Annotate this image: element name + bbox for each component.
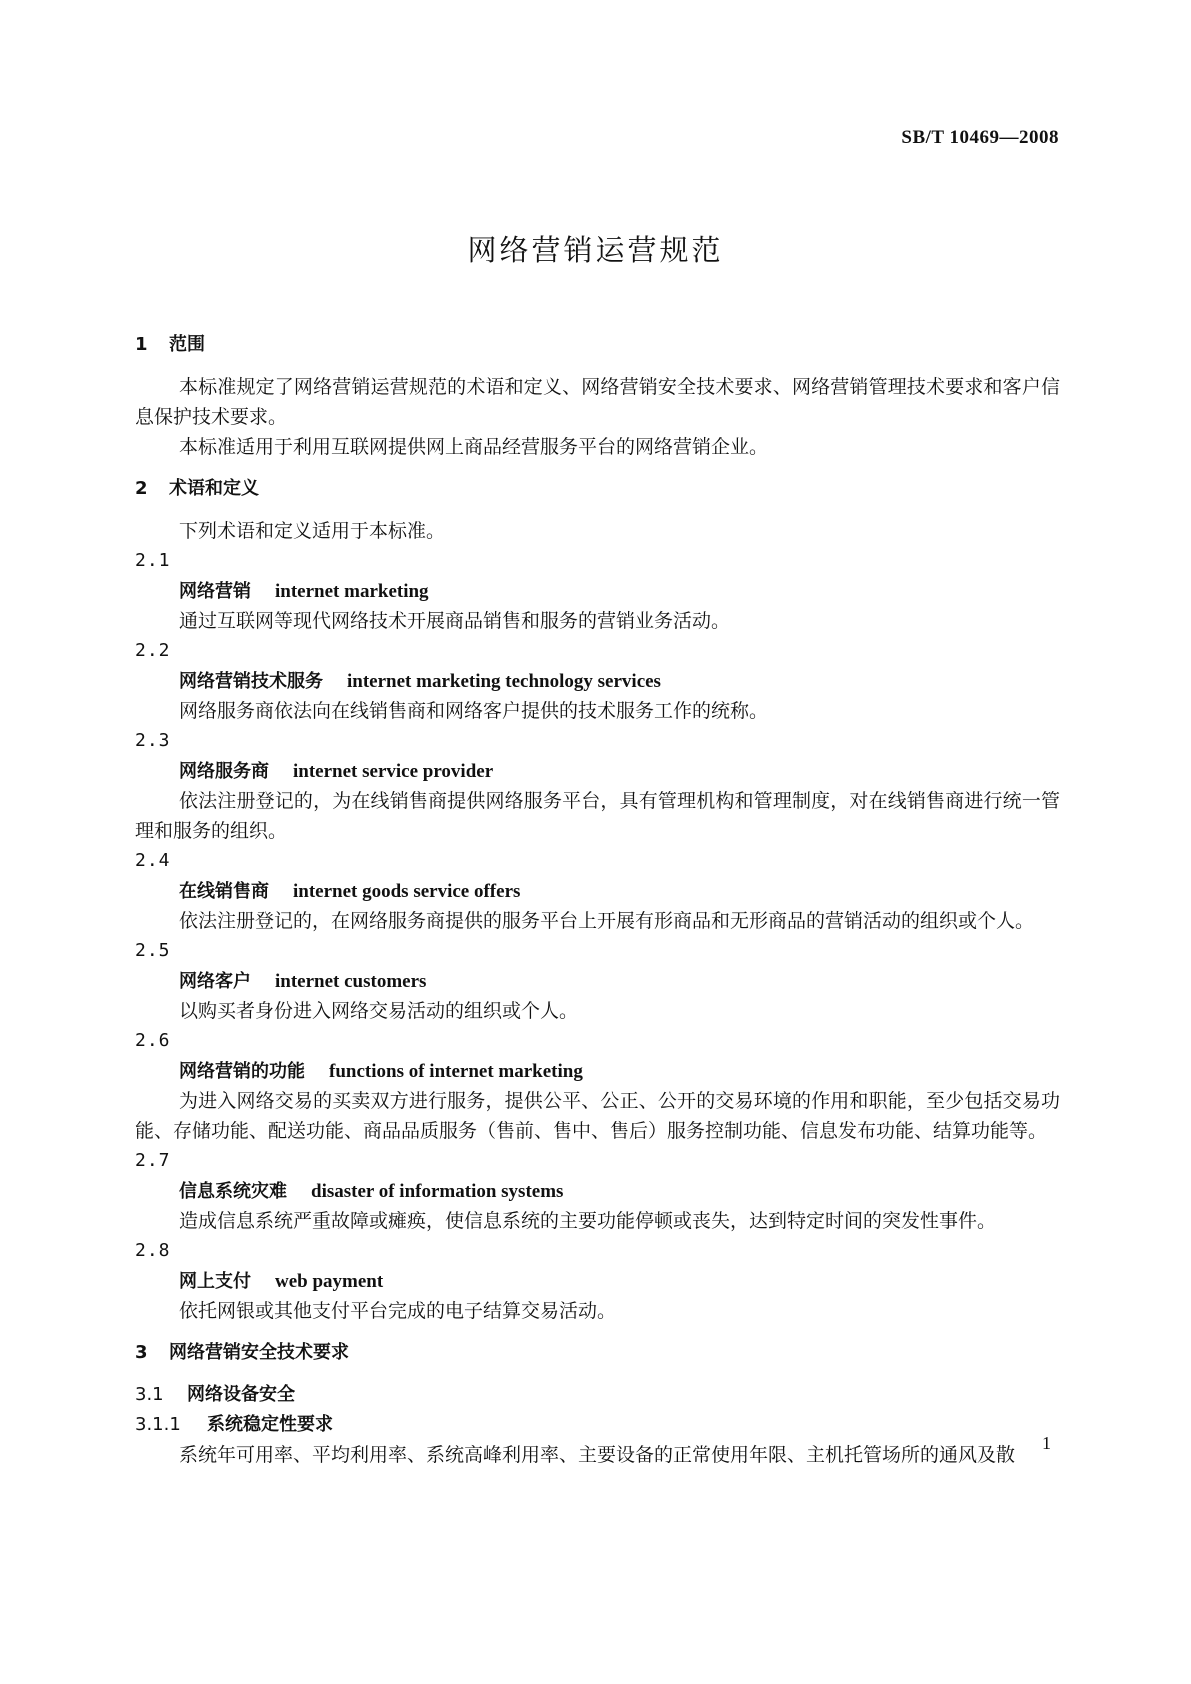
term-heading (135, 1176, 1060, 1206)
term-heading (135, 966, 1060, 996)
document-body (135, 330, 1060, 1470)
term-definition: 网络服务商依法向在线销售商和网络客户提供的技术服务工作的统称。 (179, 700, 769, 722)
term-zh: 网络客户 (179, 971, 251, 992)
term-number: 2.6 (135, 1030, 171, 1051)
term-definition: 为进入网络交易的买卖双方进行服务，提供公平、公正、公开的交易环境的作用和职能，至少包括交易功能、存储功能、配送功能、商品品质服务（售前、售中、售后）服务控制功能、信息发布功能、结算功能等。 (135, 1090, 1060, 1142)
term-entry (135, 1146, 1060, 1236)
term-heading (135, 876, 1060, 906)
subsection-title: 网络设备安全 (187, 1384, 295, 1405)
term-en: internet service provider (293, 761, 494, 782)
subsubsection-title: 系统稳定性要求 (207, 1414, 333, 1435)
term-en: web payment (275, 1271, 384, 1292)
subsection-heading (135, 1380, 1060, 1410)
term-number: 2.5 (135, 940, 171, 961)
term-en: disaster of information systems (311, 1181, 564, 1202)
term-heading (135, 1056, 1060, 1086)
term-zh: 网络服务商 (179, 761, 269, 782)
term-number: 2.2 (135, 640, 171, 661)
term-number: 2.1 (135, 550, 171, 571)
term-number: 2.4 (135, 850, 171, 871)
term-en: functions of internet marketing (329, 1061, 583, 1082)
paragraph: 系统年可用率、平均利用率、系统高峰利用率、主要设备的正常使用年限、主机托管场所的通风及散 (179, 1444, 1016, 1466)
term-heading (135, 576, 1060, 606)
section-title: 网络营销安全技术要求 (169, 1342, 349, 1363)
term-en: internet goods service offers (293, 881, 521, 902)
term-number: 2.3 (135, 730, 171, 751)
term-zh: 信息系统灾难 (179, 1181, 287, 1202)
paragraph: 本标准适用于利用互联网提供网上商品经营服务平台的网络营销企业。 (179, 436, 769, 458)
section-title: 范围 (169, 334, 205, 355)
term-heading (135, 756, 1060, 786)
section-heading-scope (135, 330, 1060, 360)
document-title: 网络营销运营规范 (467, 233, 724, 267)
term-heading (135, 666, 1060, 696)
section-heading-terms (135, 474, 1060, 504)
term-entry (135, 846, 1060, 936)
section-number: 3 (135, 1342, 148, 1363)
subsubsection-heading (135, 1410, 1060, 1440)
term-zh: 网络营销技术服务 (179, 671, 323, 692)
term-zh: 在线销售商 (179, 881, 269, 902)
term-definition: 依法注册登记的，在网络服务商提供的服务平台上开展有形商品和无形商品的营销活动的组织或个人。 (179, 910, 1035, 932)
term-zh: 网络营销 (179, 581, 251, 602)
term-number: 2.8 (135, 1240, 171, 1261)
term-definition: 造成信息系统严重故障或瘫痪，使信息系统的主要功能停顿或丧失，达到特定时间的突发性事件。 (179, 1210, 997, 1232)
subsection-number: 3.1 (135, 1384, 164, 1405)
term-zh: 网络营销的功能 (179, 1061, 305, 1082)
term-entry (135, 726, 1060, 846)
term-entry (135, 636, 1060, 726)
term-en: internet marketing technology services (347, 671, 661, 692)
section-heading-security (135, 1338, 1060, 1368)
term-en: internet marketing (275, 581, 429, 602)
term-entry (135, 546, 1060, 636)
paragraph: 下列术语和定义适用于本标准。 (179, 520, 446, 542)
term-number: 2.7 (135, 1150, 171, 1171)
term-entry (135, 1236, 1060, 1326)
term-entry (135, 936, 1060, 1026)
standard-number: SB/T 10469—2008 (901, 127, 1059, 148)
term-en: internet customers (275, 971, 427, 992)
term-definition: 依法注册登记的，为在线销售商提供网络服务平台，具有管理机构和管理制度，对在线销售商进行统一管理和服务的组织。 (135, 790, 1060, 842)
term-definition: 以购买者身份进入网络交易活动的组织或个人。 (179, 1000, 579, 1022)
section-title: 术语和定义 (169, 478, 259, 499)
term-zh: 网上支付 (179, 1271, 251, 1292)
page-number: 1 (1042, 1433, 1051, 1453)
section-number: 1 (135, 334, 148, 355)
section-number: 2 (135, 478, 148, 499)
term-heading (135, 1266, 1060, 1296)
subsubsection-number: 3.1.1 (135, 1414, 181, 1435)
term-definition: 依托网银或其他支付平台完成的电子结算交易活动。 (179, 1300, 617, 1322)
term-entry (135, 1026, 1060, 1146)
term-definition: 通过互联网等现代网络技术开展商品销售和服务的营销业务活动。 (179, 610, 731, 632)
paragraph: 本标准规定了网络营销运营规范的术语和定义、网络营销安全技术要求、网络营销管理技术要求和客户信息保护技术要求。 (135, 376, 1060, 428)
